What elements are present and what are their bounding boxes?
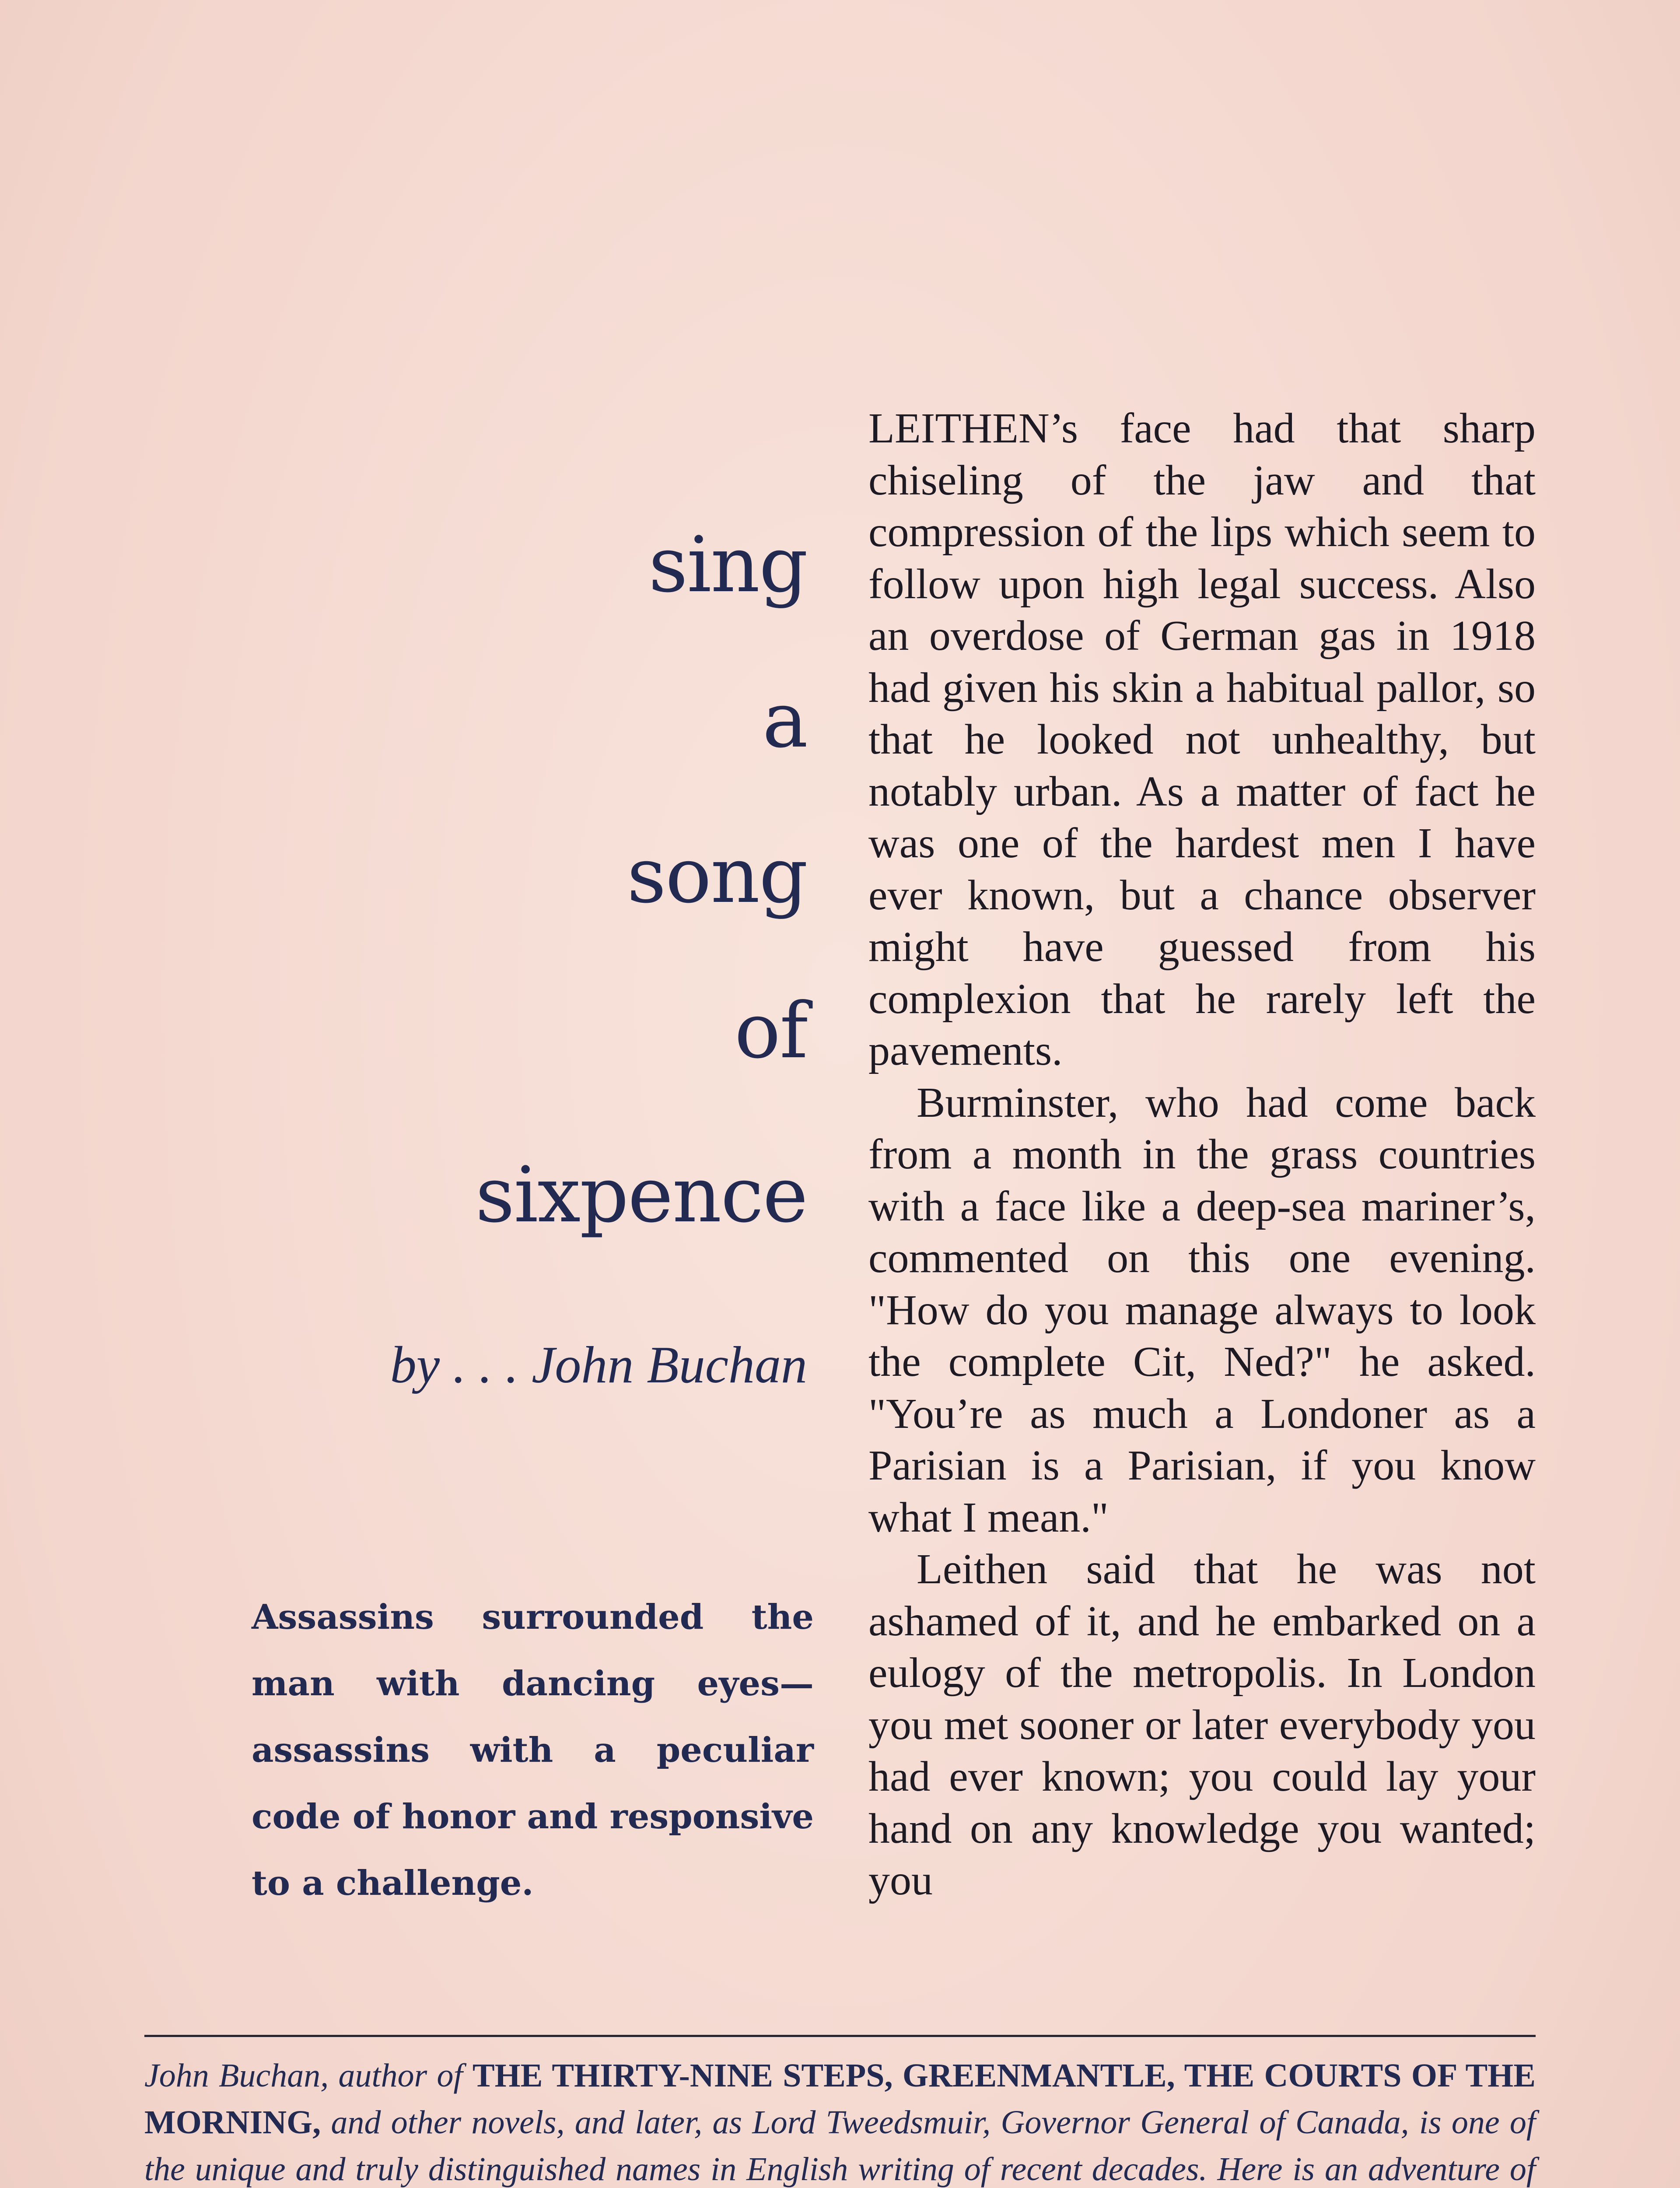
story-paragraph: Leithen said that he was not ashamed of it, and he embarked on a eulogy of the metropolis. In London you met sooner or later everybody you had ever known; you could lay your hand on any knowledge you wanted; you xyxy=(868,1546,1536,1904)
lead-capital: L xyxy=(868,405,895,452)
lead-smallcaps: EITHEN xyxy=(894,405,1050,452)
footnote-top-rule xyxy=(144,2035,1536,2037)
byline: by . . . John Buchan xyxy=(390,1336,807,1394)
title-word-a: a xyxy=(762,676,807,765)
story-teaser: Assassins surrounded the man with dancing eyes—assassins with a peculiar code of honor and responsive to a challenge. xyxy=(252,1597,814,1903)
story-paragraph xyxy=(868,403,1536,1077)
author-note-text: John Buchan, author of xyxy=(144,2057,472,2094)
title-word-song: song xyxy=(627,831,807,920)
paragraph-text: ’s face had that sharp chiseling of the jaw and that compression of the lips which seem to follow upon high legal success. Also an overdose of German gas in 1918 had given his skin a habitual pallor, so that he looked not unhealthy, but notably urban. As a matter of fact he was one of the hardest men I have ever known, but a chance observer might have guessed from his complexion that he rarely left the pavements. xyxy=(868,405,1536,1074)
title-word-sing: sing xyxy=(648,521,807,610)
author-note-books: THE THIRTY-NINE STEPS, GREENMANTLE, THE COURTS OF THE MORNING, xyxy=(144,2057,1536,2141)
story-body xyxy=(868,403,1536,1907)
story-paragraph: Burminster, who had come back from a month in the grass countries with a face like a deep-sea mariner’s, commented on this one evening. "How do you manage always to look the complete Cit, Ned?" he asked. "You’re as much a Londoner as a Parisian is a Parisian, if you know what I mean." xyxy=(868,1079,1536,1541)
author-note xyxy=(144,2052,1536,2188)
title-word-of: of xyxy=(734,987,807,1076)
author-note-text: and other novels, and later, as Lord Tweedsmuir, Governor General of Canada, is one of the unique and truly distinguished names in English writing of recent decades. Here is an adventure of xyxy=(144,2104,1536,2188)
title-word-sixpence: sixpence xyxy=(475,1151,807,1240)
